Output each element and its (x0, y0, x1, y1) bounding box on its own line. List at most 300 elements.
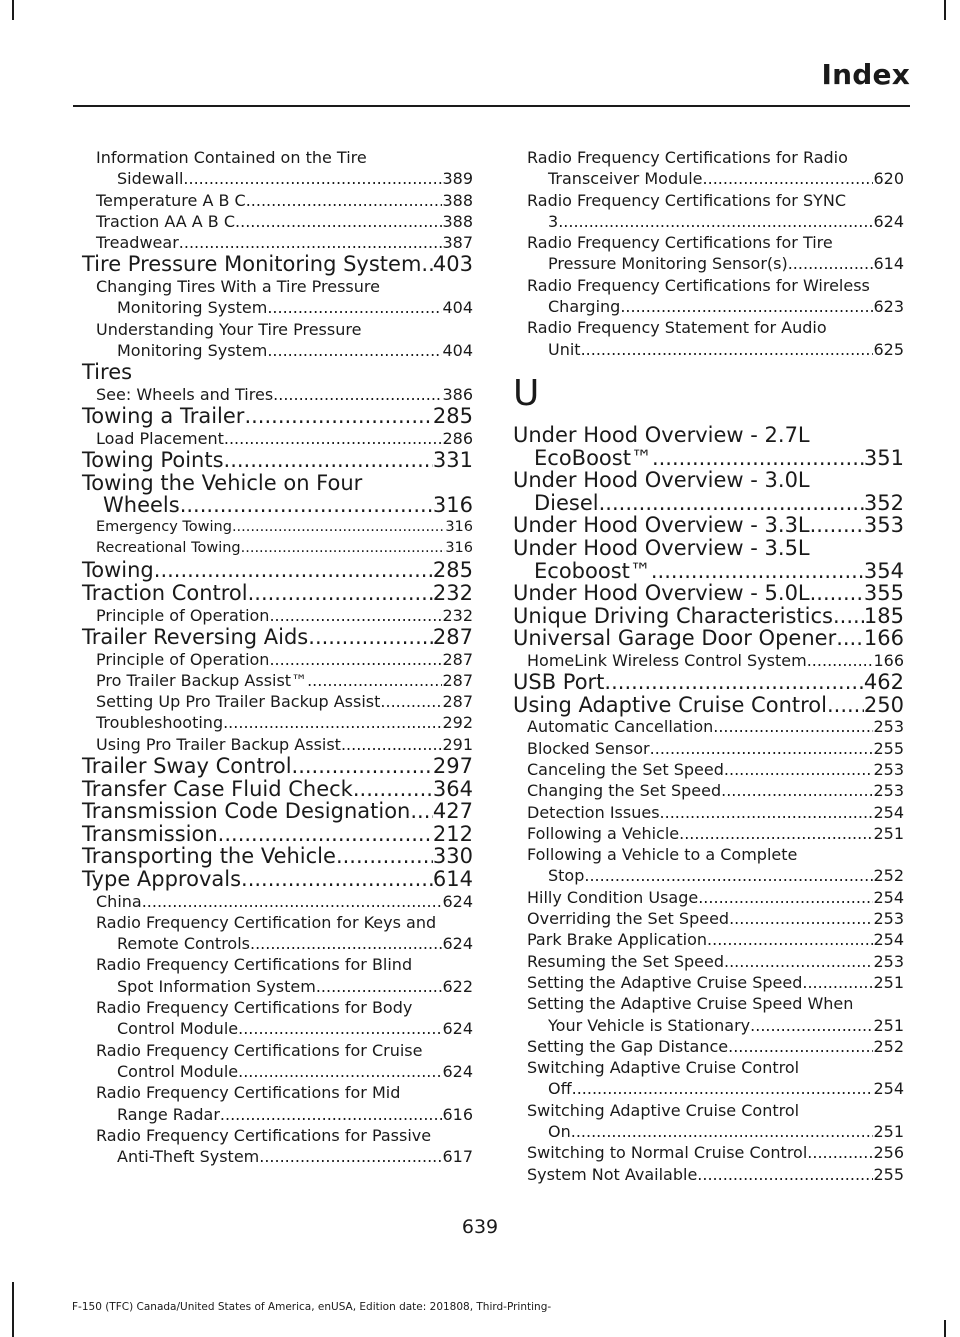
entry-page-ref[interactable]: 624 (873, 211, 904, 231)
leader-dots (581, 339, 874, 360)
leader-dots (308, 626, 433, 649)
index-entry[interactable] (82, 361, 473, 384)
entry-title: Principle of Operation (96, 649, 270, 669)
entry-page-ref[interactable]: 254 (873, 802, 904, 822)
entry-title: Trailer Reversing Aids (82, 624, 309, 649)
leader-dots (224, 449, 433, 472)
entry-title: Understanding Your Tire Pressure (96, 319, 362, 339)
index-subentry[interactable] (82, 276, 473, 319)
leader-dots (651, 560, 864, 583)
entry-title: Towing (82, 558, 154, 583)
index-subentry[interactable] (82, 691, 473, 712)
leader-dots (259, 1146, 442, 1167)
entry-title: Radio Frequency Certifications for Cruise (96, 1040, 423, 1060)
entry-page-ref[interactable]: 287 (432, 624, 473, 649)
leader-dots (421, 253, 432, 276)
index-entry[interactable] (513, 627, 904, 650)
entry-title-continuation: Ecoboost™ (534, 558, 651, 583)
entry-page-ref[interactable]: 253 (873, 951, 904, 971)
entry-page-ref[interactable]: 254 (873, 1079, 904, 1099)
entry-title: See: Wheels and Tires (96, 384, 274, 404)
entry-title: Radio Frequency Certifications for Wireless (527, 275, 870, 295)
index-subentry[interactable] (82, 734, 473, 755)
index-entry[interactable] (513, 469, 904, 514)
entry-page-ref[interactable]: 614 (432, 866, 473, 891)
index-entry[interactable] (82, 868, 473, 891)
entry-title: Changing the Set Speed (527, 781, 722, 801)
index-subentry[interactable] (513, 823, 904, 844)
index-subentry[interactable] (82, 712, 473, 733)
leader-dots (833, 605, 864, 628)
entry-title-continuation: Wheels (103, 493, 180, 518)
entry-title: Radio Frequency Certifications for Radio (527, 148, 848, 167)
entry-title-continuation: Spot Information System (117, 976, 316, 996)
index-subentry[interactable] (513, 738, 904, 759)
leader-dots (599, 492, 864, 515)
leader-dots (713, 716, 873, 737)
leader-dots (707, 929, 873, 950)
leader-dots (380, 691, 442, 712)
entry-page-ref[interactable]: 250 (863, 692, 904, 717)
entry-title: Emergency Towing (96, 518, 232, 535)
entry-title: Type Approvals (82, 866, 242, 891)
leader-dots (154, 559, 433, 582)
index-subentry[interactable] (82, 538, 473, 559)
index-subentry[interactable] (513, 317, 904, 360)
entry-page-ref[interactable]: 403 (432, 252, 473, 277)
entry-title: Under Hood Overview - 3.0L (513, 468, 810, 493)
entry-title: Setting the Adaptive Cruise Speed (527, 972, 803, 992)
entry-title: HomeLink Wireless Control System (527, 650, 807, 670)
index-subentry[interactable] (513, 716, 904, 737)
crop-mark-top-right (944, 0, 946, 20)
leader-dots (679, 823, 873, 844)
entry-page-ref[interactable]: 616 (442, 1104, 473, 1124)
index-entry[interactable] (513, 671, 904, 694)
index-entry[interactable] (82, 472, 473, 517)
entry-page-ref[interactable]: 251 (873, 823, 904, 843)
entry-title: Load Placement (96, 428, 224, 448)
entry-page-ref[interactable]: 388 (442, 190, 473, 210)
entry-page-ref[interactable]: 251 (873, 1015, 904, 1035)
entry-page-ref[interactable]: 387 (442, 233, 473, 253)
entry-title: Troubleshooting (96, 713, 224, 733)
entry-page-ref[interactable]: 316 (432, 493, 473, 518)
leader-dots (660, 802, 874, 823)
entry-title: Radio Frequency Certifications for Passive (96, 1125, 432, 1145)
entry-title: Radio Frequency Certifications for Mid (96, 1083, 401, 1103)
index-subentry[interactable] (82, 319, 473, 362)
entry-page-ref[interactable]: 251 (873, 1122, 904, 1142)
index-subentry[interactable] (513, 802, 904, 823)
entry-page-ref[interactable]: 614 (873, 254, 904, 274)
index-subentry[interactable] (513, 844, 904, 887)
leader-dots (183, 168, 442, 189)
leader-dots (788, 253, 874, 274)
index-entry[interactable] (513, 694, 904, 717)
index-subentry[interactable] (82, 147, 473, 190)
entry-title: Canceling the Set Speed (527, 759, 724, 779)
leader-dots (238, 1061, 442, 1082)
entry-title: Transmission (82, 821, 218, 846)
entry-title-continuation: On (548, 1122, 571, 1142)
entry-page-ref[interactable]: 232 (432, 581, 473, 606)
entry-title: Transporting the Vehicle (82, 844, 336, 869)
crop-mark-bottom-right (944, 1320, 946, 1337)
entry-page-ref[interactable]: 252 (873, 866, 904, 886)
index-subentry[interactable] (82, 1125, 473, 1168)
entry-page-ref[interactable]: 251 (873, 972, 904, 992)
entry-page-ref[interactable]: 253 (873, 759, 904, 779)
page-title: Index (821, 58, 910, 91)
entry-title-continuation: Remote Controls (117, 934, 250, 954)
page-number: 639 (461, 1216, 499, 1238)
entry-title: Overriding the Set Speed (527, 909, 730, 929)
leader-dots (571, 1121, 874, 1142)
entry-page-ref[interactable]: 625 (873, 339, 904, 359)
index-subentry[interactable] (82, 211, 473, 232)
entry-title: Following a Vehicle to a Complete (527, 845, 798, 865)
entry-title: Universal Garage Door Opener (513, 626, 837, 651)
leader-dots (224, 428, 443, 449)
index-subentry[interactable] (82, 891, 473, 912)
leader-dots (558, 211, 873, 232)
entry-page-ref[interactable]: 404 (442, 340, 473, 360)
entry-title: Switching Adaptive Cruise Control (527, 1100, 800, 1120)
leader-dots (750, 1015, 873, 1036)
footer-edition-text: F-150 (TFC) Canada/United States of America, enUSA, Edition date: 201808, Third-Printing- (72, 1301, 552, 1313)
entry-title-continuation: Anti-Theft System (117, 1147, 260, 1167)
entry-page-ref[interactable]: 255 (873, 1164, 904, 1184)
leader-dots (336, 845, 433, 868)
leader-dots (729, 908, 873, 929)
entry-title: Hilly Condition Usage (527, 887, 699, 907)
index-subentry[interactable] (82, 954, 473, 997)
leader-dots (292, 755, 433, 778)
leader-dots (267, 340, 442, 361)
entry-page-ref[interactable]: 353 (863, 513, 904, 538)
entry-page-ref[interactable]: 622 (442, 976, 473, 996)
leader-dots (836, 627, 864, 650)
index-entry[interactable] (513, 424, 904, 469)
index-entry[interactable] (513, 582, 904, 605)
entry-page-ref[interactable]: 316 (445, 518, 473, 535)
index-subentry[interactable] (513, 275, 904, 318)
entry-page-ref[interactable]: 623 (873, 297, 904, 317)
index-entry[interactable] (513, 605, 904, 628)
leader-dots (273, 384, 442, 405)
entry-title-continuation: Pressure Monitoring Sensor(s) (548, 254, 788, 274)
entry-page-ref[interactable]: 253 (873, 781, 904, 801)
entry-title: Radio Frequency Certifications for Blind (96, 955, 413, 975)
entry-title-continuation: Diesel (534, 490, 599, 515)
header-divider (73, 105, 910, 107)
crop-mark-top-left (12, 0, 14, 20)
index-subentry[interactable] (82, 1082, 473, 1125)
leader-dots (341, 734, 443, 755)
entry-title: Using Pro Trailer Backup Assist (96, 734, 341, 754)
leader-dots (250, 933, 442, 954)
index-entry[interactable] (513, 514, 904, 537)
entry-title: Setting the Adaptive Cruise Speed When (527, 994, 854, 1014)
leader-dots (652, 447, 864, 470)
leader-dots (604, 671, 863, 694)
index-subentry[interactable] (513, 951, 904, 972)
leader-dots (827, 694, 864, 717)
entry-title: Setting Up Pro Trailer Backup Assist (96, 692, 381, 712)
index-subentry[interactable] (82, 649, 473, 670)
entry-title-continuation: Off (548, 1079, 572, 1099)
leader-dots (238, 1018, 442, 1039)
index-subentry[interactable] (513, 929, 904, 950)
index-subentry[interactable] (513, 759, 904, 780)
index-subentry[interactable] (513, 780, 904, 801)
leader-dots (650, 738, 874, 759)
leader-dots (584, 865, 873, 886)
index-entry[interactable] (82, 405, 473, 428)
entry-title: Radio Frequency Certifications for Body (96, 998, 413, 1018)
entry-page-ref[interactable]: 427 (432, 799, 473, 824)
entry-title-continuation: Monitoring System (117, 298, 268, 318)
entry-title: Towing the Vehicle on Four (82, 470, 363, 495)
entry-page-ref[interactable]: 330 (432, 844, 473, 869)
entry-page-ref[interactable]: 253 (873, 909, 904, 929)
index-subentry[interactable] (82, 428, 473, 449)
index-subentry[interactable] (513, 887, 904, 908)
leader-dots (703, 168, 874, 189)
entry-page-ref[interactable]: 404 (442, 298, 473, 318)
leader-dots (269, 649, 442, 670)
index-subentry[interactable] (513, 1142, 904, 1163)
entry-title: USB Port (513, 670, 605, 695)
entry-page-ref[interactable]: 617 (442, 1147, 473, 1167)
entry-page-ref[interactable]: 624 (442, 1019, 473, 1039)
entry-page-ref[interactable]: 354 (863, 558, 904, 583)
entry-title: Radio Frequency Statement for Audio (527, 318, 827, 338)
entry-page-ref[interactable]: 297 (432, 753, 473, 778)
entry-title: Traction Control (82, 581, 248, 606)
entry-title-continuation: Monitoring System (117, 340, 268, 360)
entry-title: System Not Available (527, 1164, 698, 1184)
entry-title: Switching to Normal Cruise Control (527, 1143, 808, 1163)
leader-dots (218, 823, 433, 846)
index-subentry[interactable] (513, 650, 904, 671)
entry-title: Radio Frequency Certifications for Tire (527, 233, 833, 253)
entry-page-ref[interactable]: 287 (442, 670, 473, 690)
entry-page-ref[interactable]: 254 (873, 930, 904, 950)
entry-title-continuation: Control Module (117, 1019, 239, 1039)
entry-title: Treadwear (96, 233, 179, 253)
index-entry[interactable] (82, 582, 473, 605)
entry-title: Unique Driving Characteristics (513, 603, 833, 628)
entry-title: Transmission Code Designation (82, 799, 411, 824)
entry-page-ref[interactable]: 624 (442, 934, 473, 954)
index-section-letter: U (513, 372, 540, 414)
index-subentry[interactable] (513, 232, 904, 275)
leader-dots (721, 780, 873, 801)
index-subentry[interactable] (513, 1100, 904, 1143)
entry-page-ref[interactable]: 355 (863, 581, 904, 606)
entry-title: Traction AA A B C (96, 211, 236, 231)
entry-page-ref[interactable]: 624 (442, 891, 473, 911)
entry-title: China (96, 891, 142, 911)
entry-page-ref[interactable]: 166 (873, 650, 904, 670)
entry-page-ref[interactable]: 232 (442, 605, 473, 625)
entry-page-ref[interactable]: 292 (442, 713, 473, 733)
index-entry[interactable] (82, 253, 473, 276)
entry-title: Principle of Operation (96, 605, 270, 625)
entry-title: Under Hood Overview - 3.3L (513, 513, 810, 538)
entry-title-continuation: Range Radar (117, 1104, 220, 1124)
index-entry[interactable] (82, 755, 473, 778)
leader-dots (697, 1164, 873, 1185)
leader-dots (810, 514, 864, 537)
entry-title: Following a Vehicle (527, 823, 680, 843)
entry-page-ref[interactable]: 166 (863, 626, 904, 651)
leader-dots (410, 800, 433, 823)
crop-mark-bottom-left (12, 1282, 14, 1337)
leader-dots (810, 582, 864, 605)
entry-title: Using Adaptive Cruise Control (513, 692, 827, 717)
entry-page-ref[interactable]: 253 (873, 717, 904, 737)
leader-dots (232, 517, 445, 538)
entry-page-ref[interactable]: 386 (442, 384, 473, 404)
index-subentry[interactable] (513, 190, 904, 233)
index-entry[interactable] (82, 449, 473, 472)
entry-title: Under Hood Overview - 3.5L (513, 535, 810, 560)
entry-page-ref[interactable]: 351 (863, 445, 904, 470)
index-subentry[interactable] (82, 190, 473, 211)
index-subentry[interactable] (513, 993, 904, 1036)
entry-title: Transfer Case Fluid Check (82, 776, 353, 801)
leader-dots (316, 976, 443, 997)
entry-title: Information Contained on the Tire (96, 148, 367, 167)
entry-page-ref[interactable]: 254 (873, 887, 904, 907)
entry-page-ref[interactable]: 285 (432, 558, 473, 583)
entry-page-ref[interactable]: 331 (432, 448, 473, 473)
index-subentry[interactable] (82, 384, 473, 405)
index-entry[interactable] (82, 823, 473, 846)
leader-dots (248, 582, 433, 605)
entry-page-ref[interactable]: 624 (442, 1061, 473, 1081)
leader-dots (220, 1104, 443, 1125)
entry-title: Tire Pressure Monitoring System (82, 252, 422, 277)
leader-dots (572, 1078, 874, 1099)
entry-page-ref[interactable]: 252 (873, 1036, 904, 1056)
entry-title: Pro Trailer Backup Assist™ (96, 670, 308, 690)
entry-title-continuation: Stop (548, 866, 585, 886)
leader-dots (802, 972, 873, 993)
leader-dots (724, 951, 873, 972)
index-entry[interactable] (513, 537, 904, 582)
entry-page-ref[interactable]: 388 (442, 211, 473, 231)
index-subentry[interactable] (82, 997, 473, 1040)
entry-page-ref[interactable]: 291 (442, 734, 473, 754)
entry-page-ref[interactable]: 287 (442, 649, 473, 669)
entry-title: Towing a Trailer (82, 404, 245, 429)
entry-title: Recreational Towing (96, 540, 241, 557)
leader-dots (179, 232, 443, 253)
index-entry[interactable] (82, 626, 473, 649)
entry-page-ref[interactable]: 212 (432, 821, 473, 846)
index-subentry[interactable] (82, 1040, 473, 1083)
entry-page-ref[interactable]: 256 (873, 1143, 904, 1163)
leader-dots (353, 778, 433, 801)
index-subentry[interactable] (513, 147, 904, 190)
entry-title-continuation: Control Module (117, 1061, 239, 1081)
index-subentry[interactable] (82, 605, 473, 626)
index-entry[interactable] (82, 845, 473, 868)
index-subentry[interactable] (82, 670, 473, 691)
entry-title: Automatic Cancellation (527, 717, 714, 737)
entry-title-continuation: Sidewall (117, 169, 184, 189)
index-entry[interactable] (82, 778, 473, 801)
entry-page-ref[interactable]: 287 (442, 692, 473, 712)
leader-dots (267, 297, 442, 318)
entry-title-continuation: Transceiver Module (548, 169, 703, 189)
entry-title: Under Hood Overview - 2.7L (513, 422, 810, 447)
index-subentry[interactable] (82, 912, 473, 955)
entry-title-continuation: Your Vehicle is Stationary (548, 1015, 751, 1035)
entry-title-continuation: 3 (548, 211, 559, 231)
index-subentry[interactable] (513, 908, 904, 929)
entry-title: Radio Frequency Certifications for SYNC (527, 190, 847, 210)
entry-page-ref[interactable]: 364 (432, 776, 473, 801)
entry-page-ref[interactable]: 286 (442, 428, 473, 448)
entry-title: Resuming the Set Speed (527, 951, 724, 971)
index-subentry[interactable] (513, 972, 904, 993)
index-subentry[interactable] (513, 1057, 904, 1100)
entry-title: Towing Points (82, 448, 224, 473)
index-entry[interactable] (82, 800, 473, 823)
entry-page-ref[interactable]: 620 (873, 169, 904, 189)
entry-page-ref[interactable]: 389 (442, 169, 473, 189)
leader-dots (724, 759, 874, 780)
index-column-left (82, 147, 473, 1167)
entry-title: Detection Issues (527, 802, 660, 822)
leader-dots (241, 868, 433, 891)
entry-page-ref[interactable]: 185 (863, 603, 904, 628)
entry-page-ref[interactable]: 285 (432, 404, 473, 429)
entry-page-ref[interactable]: 255 (873, 738, 904, 758)
entry-title: Setting the Gap Distance (527, 1036, 729, 1056)
leader-dots (235, 211, 442, 232)
entry-title: Radio Frequency Certification for Keys and (96, 912, 437, 932)
index-subentry[interactable] (82, 517, 473, 538)
entry-title-continuation: EcoBoost™ (534, 445, 652, 470)
leader-dots (807, 1142, 873, 1163)
entry-title: Temperature A B C (96, 190, 246, 210)
entry-title-continuation: Unit (548, 339, 581, 359)
entry-title: Tires (82, 360, 133, 385)
index-subentry[interactable] (513, 1036, 904, 1057)
leader-dots (620, 296, 873, 317)
entry-page-ref[interactable]: 316 (445, 540, 473, 557)
index-subentry[interactable] (82, 232, 473, 253)
leader-dots (223, 712, 442, 733)
index-entry[interactable] (82, 559, 473, 582)
leader-dots (241, 538, 446, 559)
index-column-right (513, 147, 904, 1185)
leader-dots (307, 670, 442, 691)
leader-dots (246, 190, 443, 211)
entry-page-ref[interactable]: 352 (863, 490, 904, 515)
leader-dots (807, 650, 874, 671)
leader-dots (728, 1036, 873, 1057)
index-subentry[interactable] (513, 1164, 904, 1185)
entry-title: Blocked Sensor (527, 738, 650, 758)
entry-page-ref[interactable]: 462 (863, 670, 904, 695)
